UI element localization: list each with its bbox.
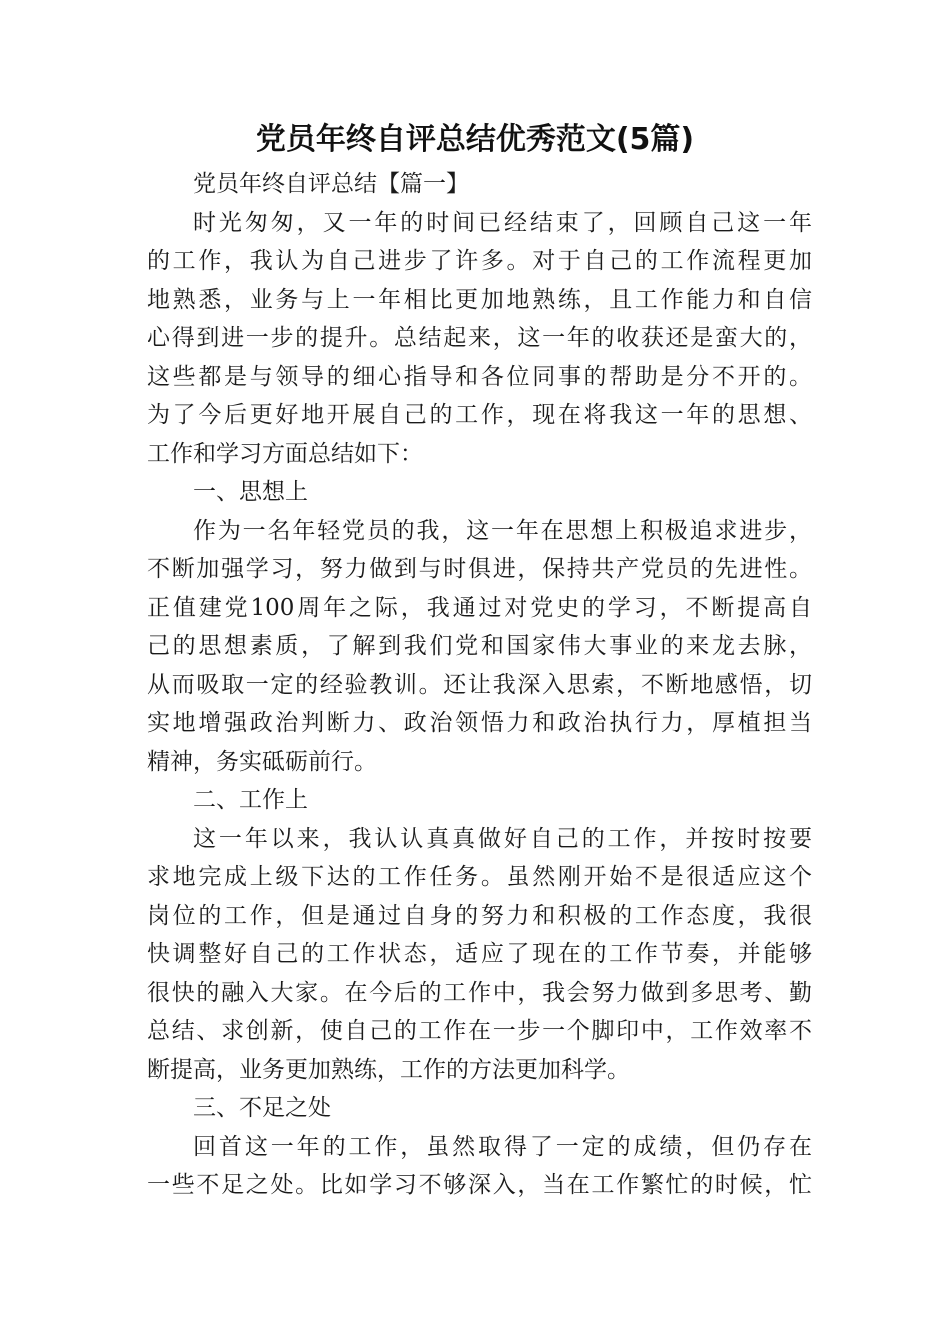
paragraph-line: 作为一名年轻党员的我，这一年在思想上积极追求进步， xyxy=(193,517,812,544)
paragraph-line: 一些不足之处。比如学习不够深入，当在工作繁忙的时候，忙 xyxy=(147,1172,812,1198)
paragraph-line: 岗位的工作，但是通过自身的努力和积极的工作态度，我很 xyxy=(147,902,812,929)
paragraph-line: 从而吸取一定的经验教训。还让我深入思索，不断地感悟，切 xyxy=(147,671,812,698)
section-heading: 一、思想上 xyxy=(193,479,308,505)
section-heading: 三、不足之处 xyxy=(193,1095,331,1121)
paragraph-line: 回首这一年的工作，虽然取得了一定的成绩，但仍存在 xyxy=(193,1133,812,1160)
paragraph-line: 心得到进一步的提升。总结起来，这一年的收获还是蛮大的， xyxy=(147,325,812,351)
article-subtitle: 党员年终自评总结【篇一】 xyxy=(193,171,469,197)
paragraph-line: 不断加强学习，努力做到与时俱进，保持共产党员的先进性。 xyxy=(147,556,812,582)
paragraph-line: 时光匆匆，又一年的时间已经结束了，回顾自己这一年 xyxy=(193,209,812,236)
paragraph-line: 精神，务实砥砺前行。 xyxy=(147,748,377,775)
document-body xyxy=(147,165,812,1205)
paragraph-line: 很快的融入大家。在今后的工作中，我会努力做到多思考、勤 xyxy=(147,979,812,1006)
paragraph-line: 总结、求创新，使自己的工作在一步一个脚印中，工作效率不 xyxy=(147,1018,812,1044)
paragraph-line: 的工作，我认为自己进步了许多。对于自己的工作流程更加 xyxy=(147,248,812,274)
paragraph-line: 工作和学习方面总结如下： xyxy=(147,440,423,467)
paragraph-line: 地熟悉，业务与上一年相比更加地熟练，且工作能力和自信 xyxy=(147,286,812,313)
paragraph-line: 这一年以来，我认认真真做好自己的工作，并按时按要 xyxy=(193,825,812,852)
paragraph-line: 己的思想素质，了解到我们党和国家伟大事业的来龙去脉， xyxy=(147,633,812,659)
paragraph-line: 正值建党100周年之际，我通过对党史的学习，不断提高自 xyxy=(147,594,812,621)
document-title: 党员年终自评总结优秀范文(5篇) xyxy=(255,122,695,157)
paragraph-line: 这些都是与领导的细心指导和各位同事的帮助是分不开的。 xyxy=(147,363,812,390)
section-heading: 二、工作上 xyxy=(193,787,308,813)
paragraph-line: 求地完成上级下达的工作任务。虽然刚开始不是很适应这个 xyxy=(147,864,812,890)
paragraph-line: 为了今后更好地开展自己的工作，现在将我这一年的思想、 xyxy=(147,402,812,428)
paragraph-line: 快调整好自己的工作状态，适应了现在的工作节奏，并能够 xyxy=(147,941,812,967)
paragraph-line: 断提高，业务更加熟练，工作的方法更加科学。 xyxy=(147,1056,630,1083)
paragraph-line: 实地增强政治判断力、政治领悟力和政治执行力，厚植担当 xyxy=(147,710,812,736)
